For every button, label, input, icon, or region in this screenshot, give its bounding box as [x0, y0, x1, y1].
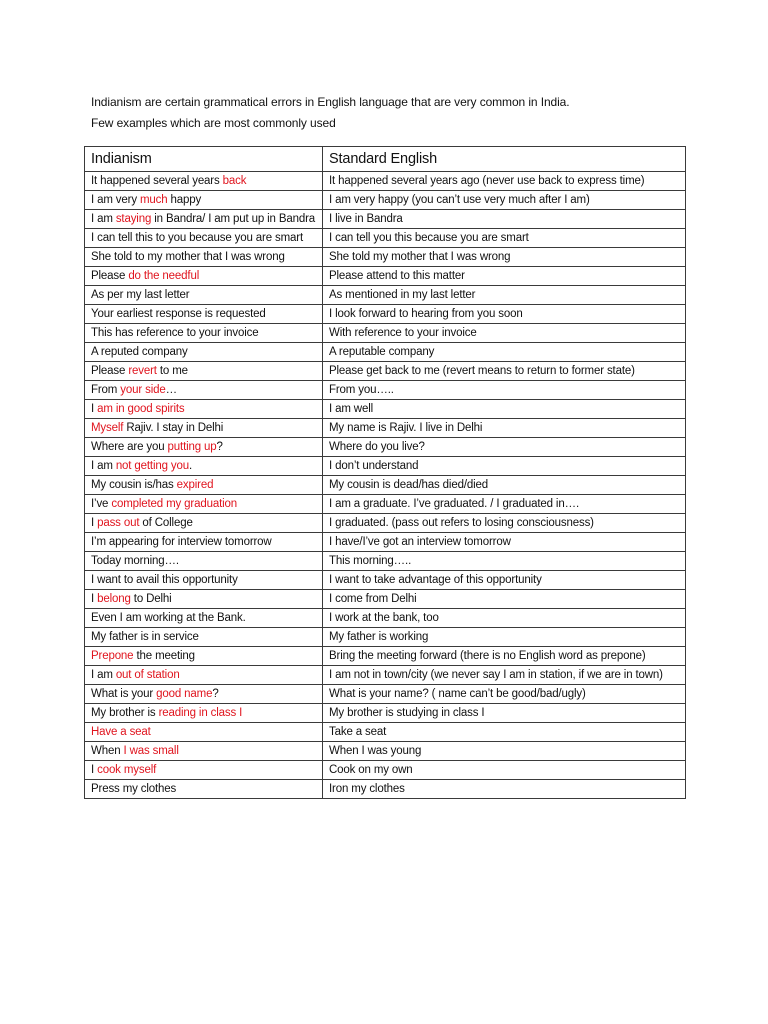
- indianism-text: I am: [91, 669, 116, 681]
- indianism-cell: [85, 552, 323, 571]
- standard-english-cell: I live in Bandra: [323, 210, 686, 229]
- header-standard-english: Standard English: [323, 147, 686, 172]
- indianism-text: .: [189, 460, 193, 472]
- table-row: [85, 343, 686, 362]
- table-row: [85, 191, 686, 210]
- standard-english-cell: When I was young: [323, 742, 686, 761]
- highlighted-error-text: I was small: [123, 745, 179, 757]
- standard-english-cell: Please get back to me (revert means to return to former state): [323, 362, 686, 381]
- highlighted-error-text: back: [222, 175, 247, 187]
- standard-english-cell: I come from Delhi: [323, 590, 686, 609]
- indianism-text: in Bandra/ I am put up in Bandra: [151, 213, 316, 225]
- indianism-cell: [85, 761, 323, 780]
- highlighted-error-text: am in good spirits: [97, 403, 185, 415]
- header-indianism: Indianism: [85, 147, 323, 172]
- table-row: [85, 609, 686, 628]
- intro-line-1: Indianism are certain grammatical errors in English language that are very common in India.: [91, 95, 570, 109]
- indianism-text: …: [165, 384, 177, 396]
- highlighted-error-text: not getting you: [115, 460, 190, 472]
- standard-english-cell: I want to take advantage of this opportunity: [323, 571, 686, 590]
- standard-english-cell: As mentioned in my last letter: [323, 286, 686, 305]
- standard-english-cell: Where do you live?: [323, 438, 686, 457]
- standard-english-cell: Take a seat: [323, 723, 686, 742]
- standard-english-cell: Bring the meeting forward (there is no English word as prepone): [323, 647, 686, 666]
- table-row: [85, 780, 686, 799]
- table-row: [85, 381, 686, 400]
- table-row: [85, 362, 686, 381]
- highlighted-error-text: reading in class I: [158, 707, 243, 719]
- table-row: [85, 248, 686, 267]
- highlighted-error-text: putting up: [167, 441, 217, 453]
- table-row: [85, 685, 686, 704]
- indianism-cell: [85, 267, 323, 286]
- highlighted-error-text: pass out: [97, 517, 140, 529]
- table-row: [85, 419, 686, 438]
- table-row: [85, 590, 686, 609]
- indianism-cell: [85, 305, 323, 324]
- standard-english-cell: I have/I’ve got an interview tomorrow: [323, 533, 686, 552]
- highlighted-error-text: Prepone: [91, 650, 134, 662]
- indianism-text: Please: [91, 270, 129, 282]
- table-row: [85, 704, 686, 723]
- indianism-text: Press my clothes: [91, 783, 177, 795]
- indianism-cell: [85, 571, 323, 590]
- table-row: [85, 533, 686, 552]
- table-row: [85, 229, 686, 248]
- indianism-text: My brother is: [91, 707, 159, 719]
- indianism-cell: [85, 495, 323, 514]
- indianism-text: When: [91, 745, 124, 757]
- standard-english-cell: My cousin is dead/has died/died: [323, 476, 686, 495]
- highlighted-error-text: good name: [156, 688, 213, 700]
- indianism-text: ?: [212, 688, 219, 700]
- table-row: [85, 267, 686, 286]
- indianism-cell: [85, 343, 323, 362]
- indianism-cell: [85, 685, 323, 704]
- table-row: [85, 761, 686, 780]
- indianism-text: I am very: [91, 194, 140, 206]
- indianism-cell: [85, 438, 323, 457]
- indianism-cell: [85, 286, 323, 305]
- indianism-text: What is your: [91, 688, 157, 700]
- highlighted-error-text: your side: [120, 384, 166, 396]
- highlighted-error-text: belong: [97, 593, 131, 605]
- table-header-row: [85, 147, 686, 172]
- indianism-cell: [85, 248, 323, 267]
- indianism-text: I want to avail this opportunity: [91, 574, 238, 586]
- indianism-text: I: [91, 403, 98, 415]
- standard-english-cell: I look forward to hearing from you soon: [323, 305, 686, 324]
- indianism-cell: [85, 533, 323, 552]
- indianism-cell: [85, 324, 323, 343]
- indianism-cell: [85, 666, 323, 685]
- standard-english-cell: I am a graduate. I’ve graduated. / I graduated in….: [323, 495, 686, 514]
- indianism-text: I: [91, 764, 98, 776]
- table-row: [85, 400, 686, 419]
- table-row: [85, 457, 686, 476]
- table-row: [85, 210, 686, 229]
- indianism-text: the meeting: [133, 650, 195, 662]
- table-row: [85, 514, 686, 533]
- standard-english-cell: Please attend to this matter: [323, 267, 686, 286]
- table-row: [85, 628, 686, 647]
- indianism-cell: [85, 628, 323, 647]
- indianism-cell: [85, 514, 323, 533]
- indianism-cell: [85, 457, 323, 476]
- indianism-text: A reputed company: [91, 346, 188, 358]
- table-row: [85, 666, 686, 685]
- highlighted-error-text: completed my graduation: [111, 498, 238, 510]
- indianism-text: I am: [91, 460, 116, 472]
- table-row: [85, 723, 686, 742]
- intro-line-2: Few examples which are most commonly used: [91, 116, 336, 130]
- indianism-text: Please: [91, 365, 129, 377]
- standard-english-cell: A reputable company: [323, 343, 686, 362]
- standard-english-cell: I graduated. (pass out refers to losing consciousness): [323, 514, 686, 533]
- indianism-cell: [85, 723, 323, 742]
- highlighted-error-text: Myself: [91, 422, 124, 434]
- table-row: [85, 495, 686, 514]
- indianism-cell: [85, 476, 323, 495]
- table-row: [85, 476, 686, 495]
- standard-english-cell: She told my mother that I was wrong: [323, 248, 686, 267]
- indianism-text: From: [91, 384, 121, 396]
- indianism-text: I: [91, 517, 98, 529]
- standard-english-cell: I am not in town/city (we never say I am in station, if we are in town): [323, 666, 686, 685]
- standard-english-cell: What is your name? ( name can’t be good/bad/ugly): [323, 685, 686, 704]
- indianism-text: It happened several years: [91, 175, 223, 187]
- table-row: [85, 324, 686, 343]
- indianism-text: to Delhi: [130, 593, 172, 605]
- indianism-cell: [85, 400, 323, 419]
- standard-english-cell: From you…..: [323, 381, 686, 400]
- indianism-text: I’ve: [91, 498, 112, 510]
- indianism-cell: [85, 780, 323, 799]
- indianism-text: Rajiv. I stay in Delhi: [123, 422, 224, 434]
- indianism-cell: [85, 229, 323, 248]
- indianism-cell: [85, 742, 323, 761]
- indianism-cell: [85, 647, 323, 666]
- highlighted-error-text: Have a seat: [91, 726, 151, 738]
- standard-english-cell: My name is Rajiv. I live in Delhi: [323, 419, 686, 438]
- standard-english-cell: I can tell you this because you are smart: [323, 229, 686, 248]
- indianism-cell: [85, 191, 323, 210]
- standard-english-cell: I don’t understand: [323, 457, 686, 476]
- standard-english-cell: My brother is studying in class I: [323, 704, 686, 723]
- standard-english-cell: Iron my clothes: [323, 780, 686, 799]
- highlighted-error-text: out of station: [115, 669, 180, 681]
- standard-english-cell: I work at the bank, too: [323, 609, 686, 628]
- standard-english-cell: Cook on my own: [323, 761, 686, 780]
- indianism-text: Where are you: [91, 441, 168, 453]
- standard-english-cell: With reference to your invoice: [323, 324, 686, 343]
- indianism-text: I can tell this to you because you are smart: [91, 232, 304, 244]
- indianism-table: [84, 146, 686, 799]
- highlighted-error-text: do the needful: [128, 270, 200, 282]
- standard-english-cell: My father is working: [323, 628, 686, 647]
- highlighted-error-text: staying: [115, 213, 152, 225]
- table-row: [85, 647, 686, 666]
- indianism-cell: [85, 210, 323, 229]
- table-row: [85, 305, 686, 324]
- table-row: [85, 742, 686, 761]
- indianism-text: She told to my mother that I was wrong: [91, 251, 285, 263]
- highlighted-error-text: much: [139, 194, 168, 206]
- highlighted-error-text: cook myself: [97, 764, 157, 776]
- indianism-cell: [85, 609, 323, 628]
- standard-english-cell: It happened several years ago (never use back to express time): [323, 172, 686, 191]
- indianism-cell: [85, 704, 323, 723]
- indianism-text: happy: [167, 194, 202, 206]
- standard-english-cell: This morning…..: [323, 552, 686, 571]
- indianism-cell: [85, 381, 323, 400]
- indianism-text: My cousin is/has: [91, 479, 177, 491]
- indianism-text: My father is in service: [91, 631, 199, 643]
- standard-english-cell: I am very happy (you can’t use very much after I am): [323, 191, 686, 210]
- indianism-text: I’m appearing for interview tomorrow: [91, 536, 272, 548]
- indianism-text: Today morning….: [91, 555, 179, 567]
- table-row: [85, 438, 686, 457]
- indianism-text: This has reference to your invoice: [91, 327, 259, 339]
- indianism-cell: [85, 419, 323, 438]
- indianism-text: Even I am working at the Bank.: [91, 612, 246, 624]
- indianism-cell: [85, 362, 323, 381]
- indianism-cell: [85, 172, 323, 191]
- highlighted-error-text: revert: [128, 365, 157, 377]
- highlighted-error-text: expired: [176, 479, 214, 491]
- indianism-text: Your earliest response is requested: [91, 308, 266, 320]
- table-row: [85, 286, 686, 305]
- indianism-text: As per my last letter: [91, 289, 190, 301]
- indianism-text: of College: [139, 517, 193, 529]
- standard-english-cell: I am well: [323, 400, 686, 419]
- table-row: [85, 552, 686, 571]
- table-body: [85, 172, 686, 799]
- table-row: [85, 571, 686, 590]
- indianism-text: to me: [156, 365, 188, 377]
- indianism-text: I am: [91, 213, 116, 225]
- indianism-text: ?: [216, 441, 223, 453]
- indianism-cell: [85, 590, 323, 609]
- table-row: [85, 172, 686, 191]
- indianism-text: I: [91, 593, 98, 605]
